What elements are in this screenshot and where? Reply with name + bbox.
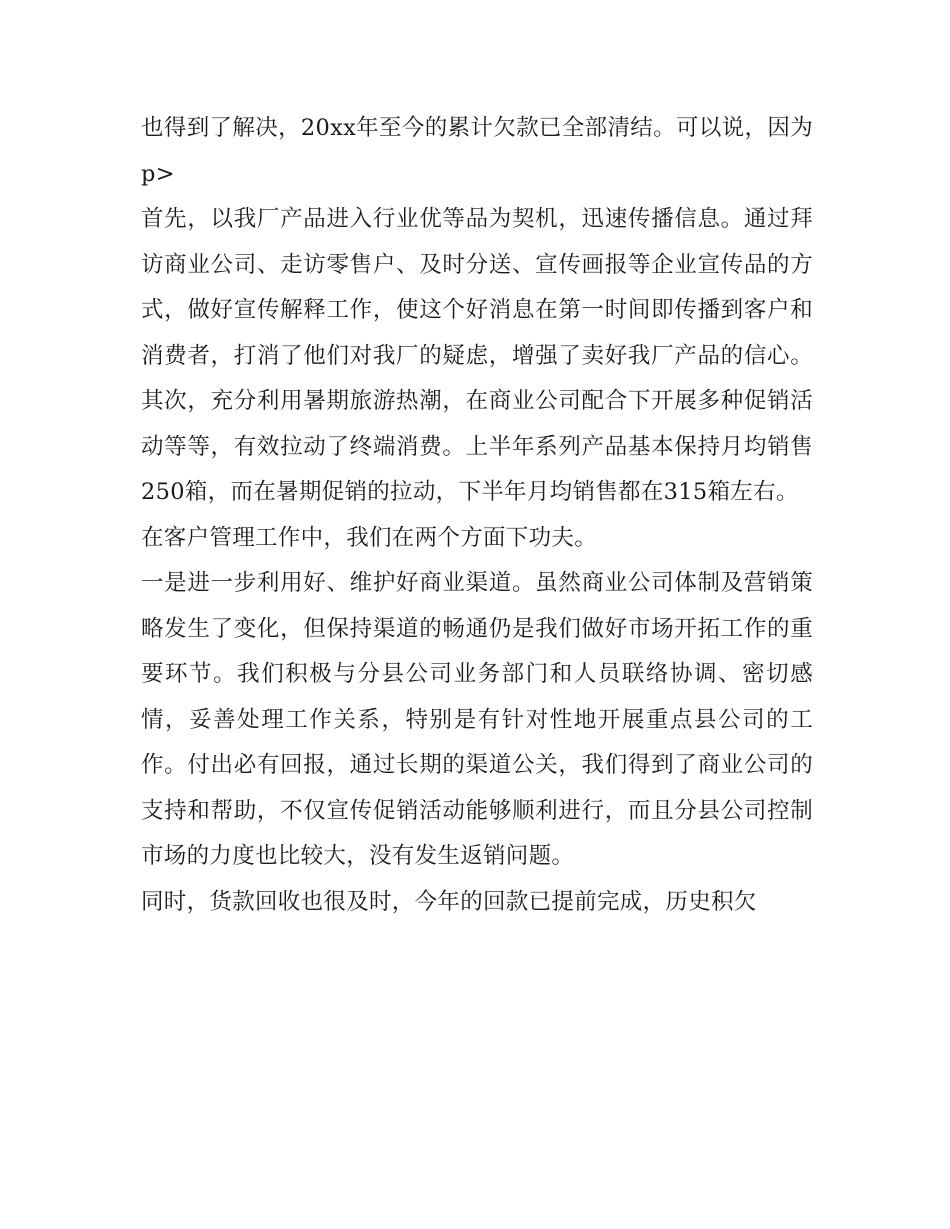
paragraph-continuation: 也得到了解决，20xx年至今的累计欠款已全部清结。可以说，因为p>	[141, 115, 813, 187]
paragraph-customer-management: 在客户管理工作中，我们在两个方面下功夫。	[141, 524, 598, 551]
document-body	[141, 106, 813, 925]
paragraph-channel: 一是进一步利用好、维护好商业渠道。虽然商业公司体制及营销策略发生了变化，但保持渠道的畅通仍是我们做好市场开拓工作的重要环节。我们积极与分县公司业务部门和人员联络协调、密切感情，妥善处理工作关系，特别是有针对性地开展重点县公司的工作。付出必有回报，通过长期的渠道公关，我们得到了商业公司的支持和帮助，不仅宣传促销活动能够顺利进行，而且分县公司控制市场的力度也比较大，没有发生返销问题。	[141, 570, 813, 869]
paragraph-payment: 同时，货款回收也很及时，今年的回款已提前完成，历史积欠	[141, 888, 757, 915]
paragraph-promotion: 首先，以我厂产品进入行业优等品为契机，迅速传播信息。通过拜访商业公司、走访零售户、及时分送、宣传画报等企业宣传品的方式，做好宣传解释工作，使这个好消息在第一时间即传播到客户和消费者，打消了他们对我厂的疑虑，增强了卖好我厂产品的信心。其次，充分利用暑期旅游热潮，在商业公司配合下开展多种促销活动等等，有效拉动了终端消费。上半年系列产品基本保持月均销售250箱，而在暑期促销的拉动，下半年月均销售都在315箱左右。	[141, 206, 813, 505]
